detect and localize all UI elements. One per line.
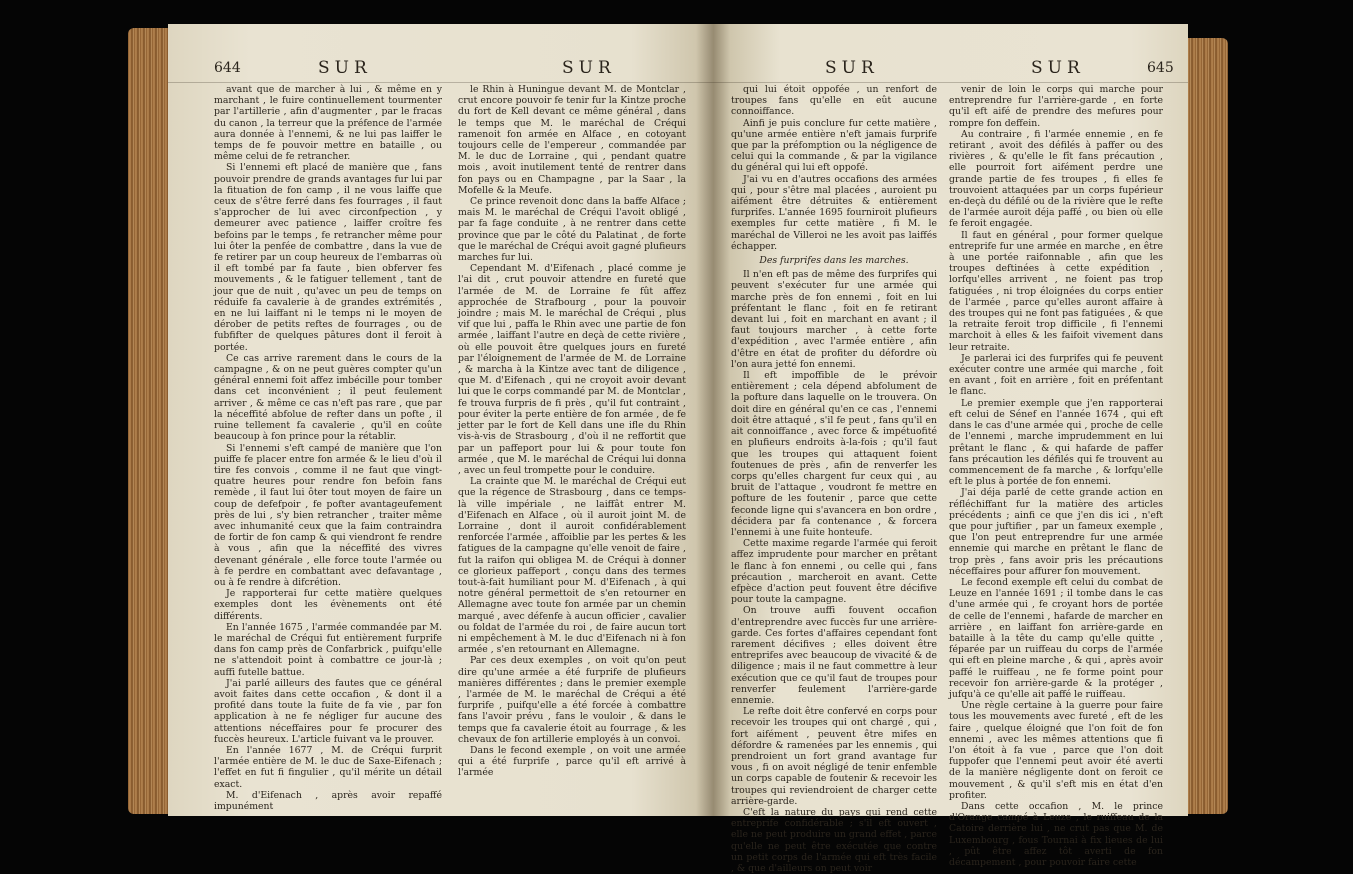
paragraph: J'ai vu en d'autres occafions des armées qui , pour s'être mal placées , auroient pu aifément être détruites & entièrement furprifes. L'année 1695 fourniroit plufieurs exemples fur cette matière , fi M. le maréchal de Villeroi ne les avoit pas laiffés échapper.: [731, 173, 937, 252]
paragraph: venir de loin le corps qui marche pour entreprendre fur l'arrière-garde , en forte qu'il eft aifé de prendre des mefures pour rompre fon deffein.: [949, 84, 1163, 129]
page-number: 645: [1147, 60, 1174, 76]
paragraph: On trouve auffi fouvent occafion d'entreprendre avec fuccès fur une arrière-garde. Ces fortes d'affaires cependant font rarement décifives ; elles doivent être entreprifes avec beaucoup de vivacité & de diligence ; mais il ne faut commettre à leur exécution que ce qu'il faut de troupes pour renverfer feulement l'arrière-garde ennemie.: [731, 605, 937, 706]
open-book: [128, 16, 1228, 874]
paragraph: Il faut en général , pour former quelque entreprife fur une armée en marche , en être à une portée raifonnable , afin que les troupes deftinées à cette expédition , lorfqu'elles arrivent , ne foient pas trop fatiguées , ni trop éloignées du corps entier de l'armée , parce qu'elles auront affaire à des troupes qui ne font pas fatiguées , & que la retraite feroit trop difficile , fi l'ennemi marchoit à elles & les faifoit vivement dans leur retraite.: [949, 229, 1163, 353]
text-column-2: [458, 84, 686, 804]
paragraph: M. d'Eifenach , après avoir repaffé impunément: [214, 789, 442, 812]
right-page-edges: [1184, 38, 1228, 814]
paragraph: Si l'ennemi s'eft campé de manière que l'on puiffe fe placer entre fon armée & le lieu d'où il tire fes convois , comme il ne faut que vingt-quatre heures pour rendre fon befoin fans remède , il faut lui ôter tout moyen de faire un coup de defefpoir , fe pofter avantageufement près de lui , s'y bien retrancher , traiter même avec inhumanité ceux que la faim contraindra de fortir de fon camp & qui viendront fe rendre à vous , afin que la néceffité des vivres devenant générale , elle force toute l'armée ou à fe perdre en combattant avec defavantage , ou à fe rendre à difcrétion.: [214, 442, 442, 588]
paragraph: Cette maxime regarde l'armée qui feroit affez imprudente pour marcher en prêtant le flanc à fon ennemi , ou celle qui , fans précaution , marcheroit en avant. Cette efpèce d'action peut fouvent être décifive pour toute la campagne.: [731, 538, 937, 606]
paragraph: le Rhin à Huningue devant M. de Montclar , crut encore pouvoir fe tenir fur la Kintze proche du fort de Kell devant ce même général , dans le temps que M. le maréchal de Créqui ramenoit fon armée en Alface , en cotoyant toujours celle de l'empereur , commandée par M. le duc de Lorraine , qui , pendant quatre mois , avoit inutilement tenté de rentrer dans fon pays ou en Champagne , par la Saar , la Mofelle & la Meufe.: [458, 84, 686, 196]
paragraph: Au contraire , fi l'armée ennemie , en fe retirant , avoit des défilés à paffer ou des rivières , & qu'elle le fît fans précaution , elle pourroit fort aifément perdre une grande partie de fes troupes , fi elles fe trouvoient attaquées par un corps fupérieur en-deçà du défilé ou de la rivière que le refte de l'armée auroit déja paffé , ou bien où elle fe feroit engagée.: [949, 128, 1163, 230]
paragraph: Cependant M. d'Eifenach , placé comme je l'ai dit , crut pouvoir attendre en fureté que l'armée de M. de Lorraine fe fût affez approchée de Strafbourg , pour la pouvoir joindre ; mais M. le maréchal de Créqui , plus vif que lui , paffa le Rhin avec une partie de fon armée , laiffant l'autre en deçà de cette rivière , où elle pouvoit être quelques jours en fureté par l'éloignement de l'armée de M. de Lorraine , & marcha à la Kintze avec tant de diligence , que M. d'Eifenach , qui ne croyoit avoir devant lui que le corps commandé par M. de Montclar , fe trouva furpris de fi près , qu'il fut contraint , pour éviter la perte entière de fon armée , de fe jetter par le fort de Kell dans une ifle du Rhin vis-à-vis de Strasbourg , d'où il ne reffortit que par un paffeport pour lui & pour toute fon armée , que M. le maréchal de Créqui lui donna , avec un feul trompette pour le conduire.: [458, 263, 686, 476]
paragraph: Par ces deux exemples , on voit qu'on peut dire qu'une armée a été furprife de plufieurs manières différentes ; dans le premier exemple , l'armée de M. le maréchal de Créqui a été furprife , puifqu'elle a été forcée à combattre fans l'avoir prévu , fans le vouloir , & dans le temps que fa cavalerie étoit au fourrage , & les chevaux de fon artillerie employés à un convoi.: [458, 655, 686, 745]
paragraph: Le fecond exemple eft celui du combat de Leuze en l'année 1691 ; il tombe dans le cas d'une armée qui , fe croyant hors de portée de celle de l'ennemi , hafarde de marcher en arrière , en laiffant fon arrière-garde en bataille à la tête du camp qu'elle quitte , féparée par un ruiffeau du corps de l'armée qui eft en pleine marche , & qui , après avoir paffé le ruiffeau , ne fe forme point pour recevoir fon arrière-garde & la protéger , jufqu'à ce qu'elle ait paffé le ruiffeau.: [949, 576, 1163, 700]
running-head: SUR: [825, 58, 879, 78]
paragraph: avant que de marcher à lui , & même en y marchant , le fuire continuellement tourmenter par l'artillerie , afin d'augmenter , par le fracas du canon , la terreur que la préfence de l'armée aura donnée à l'ennemi, & ne lui pas laiffer le temps de fe pouvoir mettre en bataille , ou même celui de fe retrancher.: [214, 84, 442, 163]
paragraph: Le premier exemple que j'en rapporterai eft celui de Sénef en l'année 1674 , qui eft dans le cas d'une armée qui , proche de celle de l'ennemi , marche imprudemment en lui prêtant le flanc , & qui hafarde de paffer fans précaution les défilés qui fe trouvent au commencement de fa marche , & lorfqu'elle eft le plus à portée de fon ennemi.: [949, 397, 1163, 488]
right-page: [713, 24, 1188, 874]
paragraph: Il eft impoffible de le prévoir entièrement ; cela dépend abfolument de la pofture dans laquelle on le trouvera. On doit dire en général qu'en ce cas , l'ennemi doit être attaqué , s'il fe peut , fans qu'il en ait connoiffance , avec force & impétuofité en plufieurs endroits à-la-fois ; qu'il faut que les troupes qui attaquent foient foutenues de près , afin de renverfer les corps qu'elles chargent fur ceux qui , au bruit de l'attaque , voudront fe mettre en pofture de les foutenir , parce que cette feconde ligne qui s'avancera en bon ordre , décidera par fa contenance , & forcera l'ennemi à une fuite honteufe.: [731, 370, 937, 538]
paragraph: Je parlerai ici des furprifes qui fe peuvent exécuter contre une armée qui marche , foit en avant , foit en arrière , foit en préfentant le flanc.: [949, 352, 1163, 398]
text-column-1: [731, 84, 937, 874]
left-page-header: [168, 58, 713, 80]
running-head: SUR: [318, 58, 372, 78]
paragraph: Si l'ennemi eft placé de manière que , fans pouvoir prendre de grands avantages fur lui par la fituation de fon camp , il ne vous laiffe que ceux de s'être ferré dans fes fourrages , il faut s'approcher de lui avec circonfpection , y demeurer avec patience , laiffer croître fes befoins par le temps , fe retrancher même pour lui ôter la penfée de combattre , dans la vue de fe retirer par un coup heureux de l'embarras où il eft tombé par fa faute , bien obferver fes mouvements , & le fatiguer tellement , tant de jour que de nuit , qu'avec un peu de temps on réduife fa cavalerie à de grandes extrémités , en ne lui laiffant ni le temps ni le moyen de dérober de petits reftes de fourrages , ou de fubfifter de quelques pâtures dont il feroit à portée.: [214, 162, 442, 353]
paragraph: J'ai déja parlé de cette grande action en réfléchiffant fur la matière des articles précédents ; ainfi ce que j'en dis ici , n'eft que pour juftifier , par un fameux exemple , que l'on peut entreprendre fur une armée ennemie qui marche en prêtant le flanc de trop près , fans avoir pris les précautions néceffaires pour affurer fon mouvement.: [949, 487, 1163, 577]
paragraph: qui lui étoit oppofée , un renfort de troupes fans qu'elle en eût aucune connoiffance.: [731, 84, 937, 118]
left-page: [168, 24, 713, 816]
paragraph: Ainfi je puis conclure fur cette matière , qu'une armée entière n'eft jamais furprife que par la préfomption ou la négligence de celui qui la commande , & par la vigilance du général qui lui eft oppofé.: [731, 117, 937, 174]
paragraph: Le refte doit être confervé en corps pour recevoir les troupes qui ont chargé , qui , fort aifément , peuvent être mifes en défordre & ramenées par les ennemis , qui prendroient un fort grand avantage fur vous , fi on avoit négligé de tenir enfemble un corps capable de foutenir & recevoir les troupes qui reviendroient de charger cette arrière-garde.: [731, 706, 937, 807]
running-head: SUR: [1031, 58, 1085, 78]
right-page-header: [713, 58, 1188, 80]
paragraph: Ce prince revenoit donc dans la baffe Alface ; mais M. le maréchal de Créqui l'avoit obligé , par fa fage conduite , à ne rentrer dans cette province que par le côté du Palatinat , de forte que le maréchal de Créqui avoit gagné plufieurs marches fur lui.: [458, 196, 686, 264]
paragraph: Dans le fecond exemple , on voit une armée qui a été furprife , parce qu'il eft arrivé à l'armée: [458, 744, 686, 779]
paragraph: Une règle certaine à la guerre pour faire tous les mouvements avec fureté , eft de les faire , quelque éloigné que l'on foit de fon ennemi , avec les mêmes attentions que fi l'on étoit à fa vue , parce que l'on doit fuppofer que l'ennemi peut avoir été averti de la manière négligente dont on feroit ce mouvement , & qu'il s'eft mis en état d'en profiter.: [949, 700, 1163, 801]
section-heading: Des furprifes dans les marches.: [759, 255, 909, 267]
paragraph: C'eft la nature du pays qui rend cette entreprife confidérable ; s'il eft ouvert , elle ne peut produire un grand effet , parce qu'elle ne peut être exécutée que contre un petit corps de l'armée qui eft très facile , & que d'ailleurs on peut voir: [731, 807, 937, 874]
page-number: 644: [214, 60, 241, 76]
paragraph: Je rapporterai fur cette matière quelques exemples dont les évènements ont été différents.: [214, 588, 442, 622]
text-column-2: [949, 84, 1163, 869]
text-column-1: [214, 84, 442, 812]
paragraph: Dans cette occafion , M. le prince d'Orange campé à Leuze , le ruiffeau de la Catoire derrière lui , ne crut pas que M. de Luxembourg , fous Tournai à fix lieues de lui , pût être affez tôt averti de fon décampement , pour pouvoir faire cette: [949, 801, 1163, 869]
running-head: SUR: [562, 58, 616, 78]
left-page-edges: [128, 28, 172, 814]
paragraph: Ce cas arrive rarement dans le cours de la campagne , & on ne peut guères compter qu'un général ennemi foit affez imbécille pour tomber dans cet inconvénient ; il peut feulement arriver , & même ce cas n'eft pas rare , que par la néceffité abfolue de refter dans un pofte , il ruine tellement fa cavalerie , qu'il en coûte beaucoup à fon prince pour la rétablir.: [214, 352, 442, 443]
paragraph: En l'année 1677 , M. de Créqui furprit l'armée entière de M. le duc de Saxe-Eifenach ; l'effet en fut fi fingulier , qu'il mérite un détail exact.: [214, 744, 442, 790]
paragraph: La crainte que M. le maréchal de Créqui eut que la régence de Strasbourg , dans ce temps-là ville impériale , ne laiffât entrer M. d'Eifenach en Alface , où il auroit joint M. de Lorraine , dont il auroit confidérablement renforcée l'armée , affoiblie par les pertes & les fatigues de la campagne qu'elle venoit de faire , fut la raifon qui obligea M. de Créqui à donner ce glorieux paffeport , conçu dans des termes tout-à-fait humiliant pour M. d'Eifenach , à qui notre général permettoit de s'en retourner en Allemagne avec toute fon armée par un chemin marqué , avec défenfe à aucun officier , cavalier ou foldat de l'armée du roi , de faire aucun tort ni empêchement à M. le duc d'Eifenach ni à fon armée , s'en retournant en Allemagne.: [458, 476, 686, 656]
paragraph: Il n'en eft pas de même des furprifes qui peuvent s'exécuter fur une armée qui marche près de fon ennemi , foit en lui préfentant le flanc , foit en fe retirant devant lui , foit en marchant en avant ; il faut toujours marcher , à cette forte d'expédition , avec l'armée entière , afin d'être en état de profiter du défordre où l'on aura jetté fon ennemi.: [731, 269, 937, 370]
header-rule: [168, 82, 713, 83]
paragraph: J'ai parlé ailleurs des fautes que ce général avoit faites dans cette occafion , & dont il a profité dans toute la fuite de fa vie , par fon application à ne fe négliger fur aucune des attentions néceffaires pour fe procurer des fuccès heureux. L'article fuivant va le prouver.: [214, 677, 442, 745]
header-rule: [713, 82, 1188, 83]
paragraph: En l'année 1675 , l'armée commandée par M. le maréchal de Créqui fut entièrement furprife dans fon camp près de Confarbrick , puifqu'elle ne s'attendoit point à combattre ce jour-là ; auffi futelle battue.: [214, 621, 442, 678]
